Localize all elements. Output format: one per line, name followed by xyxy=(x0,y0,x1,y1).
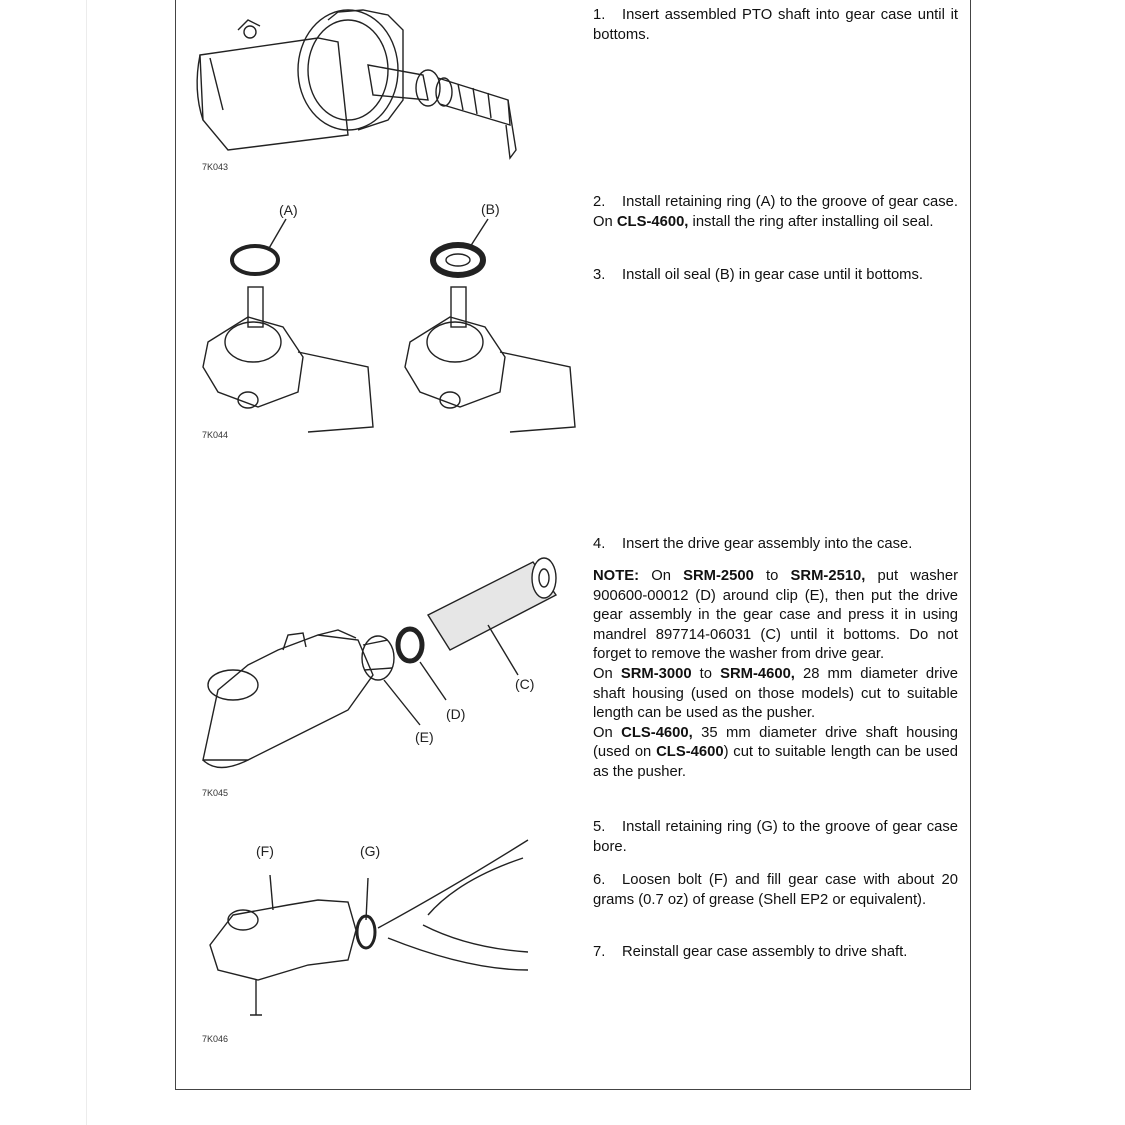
pliers-gear-case-illustration xyxy=(188,820,580,1045)
figure-pto-shaft-insert xyxy=(188,0,580,180)
figure-code: 7K043 xyxy=(202,162,229,172)
step-1: 1. Insert assembled PTO shaft into gear case until it bottoms. xyxy=(593,7,958,43)
note-block: NOTE: On SRM-2500 to SRM-2510, put washer 900600-00012 (D) around clip (E), then put the drive gear assembly in the gear case and press it in using mandrel 897714-06031 (C) until it bottoms. Do not forget to remove the washer from drive gear. On SRM-3000 to SRM-4600, 28 mm diameter drive shaft housing (used on those models) cut to suitable length can be used as the pusher. On CLS-4600, 35 mm diameter drive shaft housing (used on CLS-4600) cut to suitable length can be used as the pusher. xyxy=(593,568,959,780)
step-6: 6. Loosen bolt (F) and fill gear case with about 20 grams (0.7 oz) of grease (Shell EP2 or equivalent). xyxy=(593,872,958,908)
label-f: (F) xyxy=(256,843,274,859)
label-g: (G) xyxy=(360,843,381,859)
figure-code: 7K046 xyxy=(202,1034,229,1044)
figure-drive-gear-insert xyxy=(188,550,580,802)
step-3: 3. Install oil seal (B) in gear case until it bottoms. xyxy=(593,267,924,283)
label-e: (E) xyxy=(415,729,434,745)
figure-grease-fill xyxy=(188,820,580,1045)
label-b: (B) xyxy=(481,201,500,217)
figure-code: 7K045 xyxy=(202,788,229,798)
step-5: 5. Install retaining ring (G) to the groove of gear case bore. xyxy=(593,819,958,855)
step-2: 2. Install retaining ring (A) to the groove of gear case. On CLS-4600, install the ring after installing oil seal. xyxy=(593,194,958,230)
ring-seal-illustration xyxy=(188,192,580,447)
label-c: (C) xyxy=(515,676,535,692)
step-4: 4. Insert the drive gear assembly into the case. xyxy=(593,536,913,552)
figure-code: 7K044 xyxy=(202,430,229,440)
figure-ring-and-seal xyxy=(188,192,580,447)
label-d: (D) xyxy=(446,706,466,722)
page-gutter-line xyxy=(86,0,87,1125)
step-7: 7. Reinstall gear case assembly to drive shaft. xyxy=(593,944,908,960)
gear-case-illustration xyxy=(188,0,580,180)
label-a: (A) xyxy=(279,202,298,218)
